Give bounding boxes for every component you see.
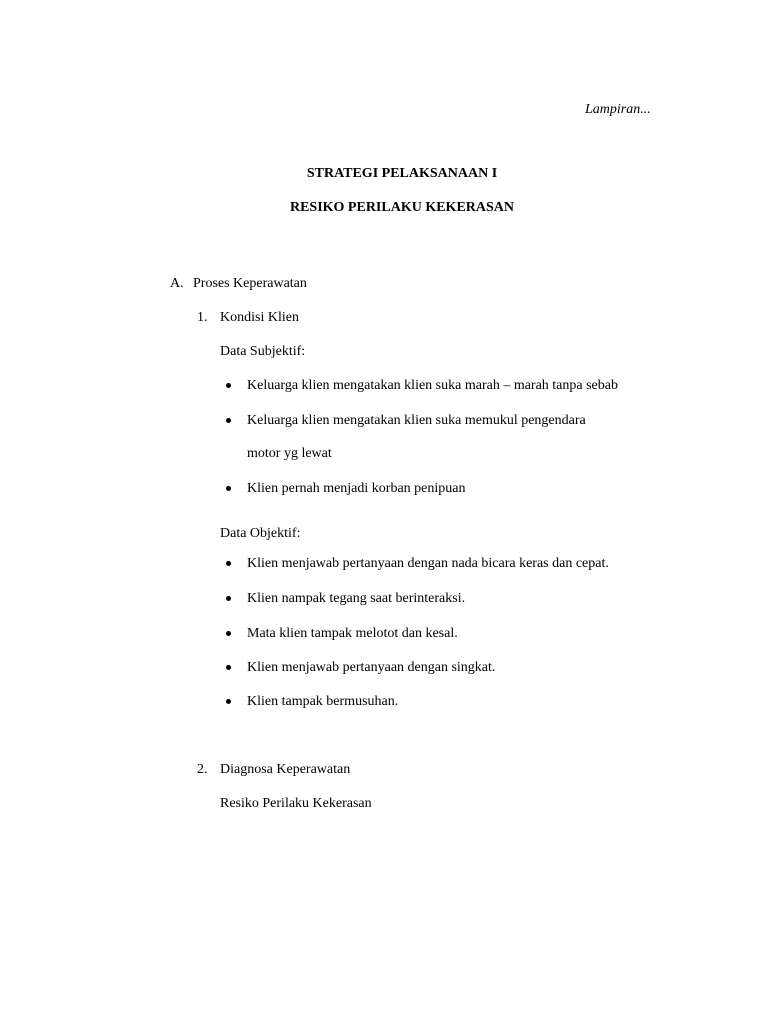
bullet-icon xyxy=(226,699,231,704)
bullet-icon xyxy=(226,561,231,566)
objective-bullet-3: Mata klien tampak melotot dan kesal. xyxy=(247,626,458,641)
document-subtitle: RESIKO PERILAKU KEKERASAN xyxy=(289,200,515,215)
bullet-icon xyxy=(226,631,231,636)
section-a-label: Proses Keperawatan xyxy=(193,276,307,291)
objective-bullet-1: Klien menjawab pertanyaan dengan nada bicara keras dan cepat. xyxy=(247,556,609,571)
bullet-icon xyxy=(226,665,231,670)
subjective-bullet-1: Keluarga klien mengatakan klien suka marah – marah tanpa sebab xyxy=(247,378,618,393)
item-2-label: Diagnosa Keperawatan xyxy=(220,762,351,777)
objective-bullet-5: Klien tampak bermusuhan. xyxy=(247,694,399,709)
bullet-icon xyxy=(226,418,231,423)
subjective-bullet-2: Keluarga klien mengatakan klien suka memukul pengendara xyxy=(247,413,586,428)
bullet-icon xyxy=(226,596,231,601)
bullet-icon xyxy=(226,383,231,388)
objective-heading: Data Objektif: xyxy=(220,526,301,541)
subjective-bullet-3: Klien pernah menjadi korban penipuan xyxy=(247,481,466,496)
item-1-label: Kondisi Klien xyxy=(220,310,299,325)
objective-bullet-4: Klien menjawab pertanyaan dengan singkat. xyxy=(247,660,496,675)
subjective-bullet-2-continuation: motor yg lewat xyxy=(247,446,332,461)
objective-bullet-2: Klien nampak tegang saat berinteraksi. xyxy=(247,591,466,606)
bullet-icon xyxy=(226,486,231,491)
item-1-number: 1. xyxy=(197,310,208,325)
item-2-number: 2. xyxy=(197,762,208,777)
section-a-marker: A. xyxy=(170,276,184,291)
subjective-heading: Data Subjektif: xyxy=(220,344,306,359)
lampiran-label: Lampiran... xyxy=(585,102,651,117)
document-title: STRATEGI PELAKSANAAN I xyxy=(306,166,498,181)
diagnosis-value: Resiko Perilaku Kekerasan xyxy=(220,796,372,811)
